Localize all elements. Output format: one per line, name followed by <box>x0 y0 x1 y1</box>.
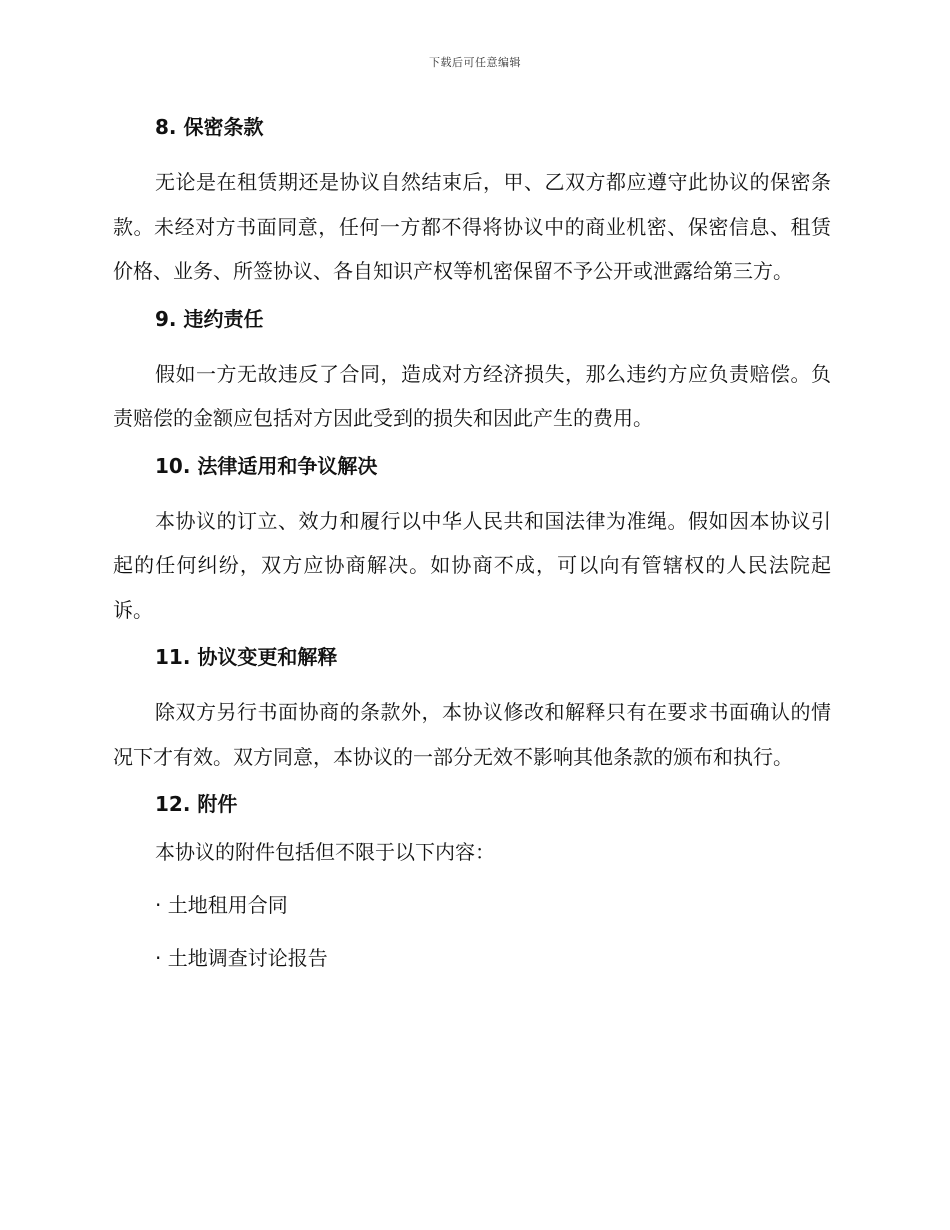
section-amendment <box>113 642 831 779</box>
list-item: · 土地租用合同 <box>155 893 288 917</box>
section-paragraph: 除双方另行书面协商的条款外，本协议修改和解释只有在要求书面确认的情况下才有效。双方同意，本协议的一部分无效不影响其他条款的颁布和执行。 <box>113 700 831 769</box>
section-heading: 8. 保密条款 <box>155 115 264 139</box>
section-breach-liability <box>113 304 831 441</box>
section-heading: 9. 违约责任 <box>155 306 264 331</box>
page-header: 下载后可任意编辑 <box>429 56 521 69</box>
section-heading: 10. 法律适用和争议解决 <box>155 453 378 478</box>
section-paragraph: 本协议的附件包括但不限于以下内容： <box>155 840 495 864</box>
section-confidentiality <box>113 112 831 294</box>
section-governing-law <box>113 451 831 633</box>
section-attachments <box>113 789 831 973</box>
section-paragraph: 本协议的订立、效力和履行以中华人民共和国法律为准绳。假如因本协议引起的任何纠纷，双方应协商解决。如协商不成，可以向有管辖权的人民法院起诉。 <box>113 508 831 622</box>
section-paragraph: 无论是在租赁期还是协议自然结束后，甲、乙双方都应遵守此协议的保密条款。未经对方书面同意，任何一方都不得将协议中的商业机密、保密信息、租赁价格、业务、所签协议、各自知识产权等机密保留不予公开或泄露给第三方。 <box>113 170 831 283</box>
section-heading: 12. 附件 <box>155 792 238 816</box>
section-heading: 11. 协议变更和解释 <box>155 645 338 669</box>
document-body <box>113 112 831 996</box>
list-item: · 土地调查讨论报告 <box>155 946 328 970</box>
section-paragraph: 假如一方无故违反了合同，造成对方经济损失，那么违约方应负责赔偿。负责赔偿的金额应包括对方因此受到的损失和因此产生的费用。 <box>113 361 831 430</box>
